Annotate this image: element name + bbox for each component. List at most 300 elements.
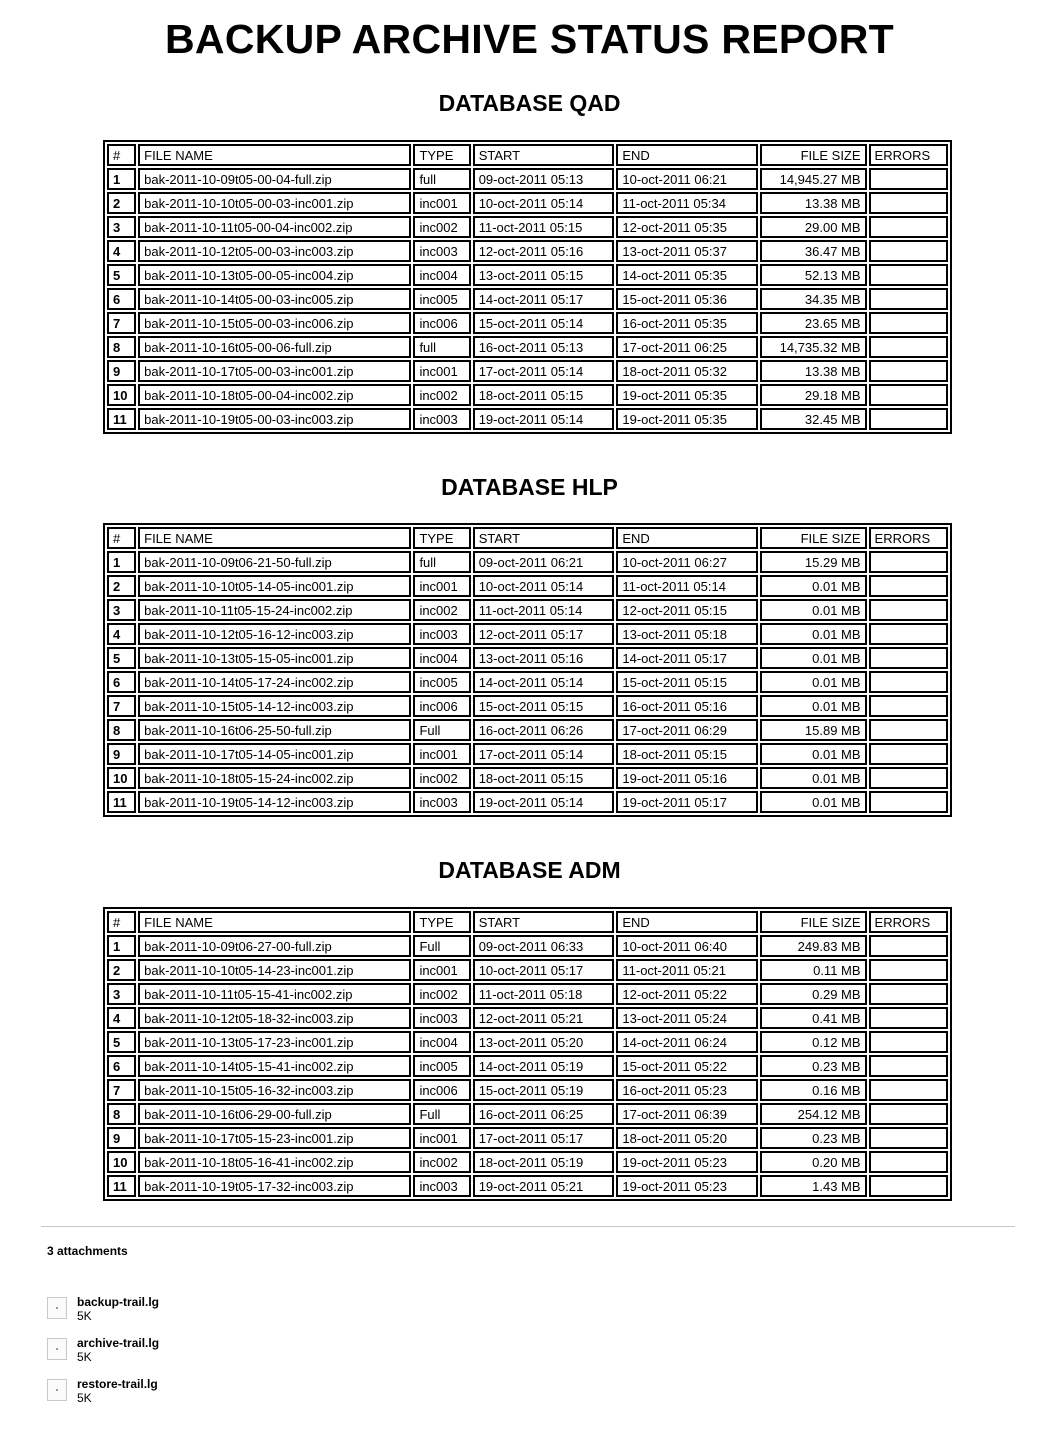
cell-end: 19-oct-2011 05:17: [616, 791, 758, 813]
table-row: [107, 695, 948, 717]
col-header-file-name: FILE NAME: [138, 527, 411, 549]
cell-index: 11: [107, 791, 136, 813]
table-row: [107, 599, 948, 621]
col-header-errors: ERRORS: [869, 144, 948, 166]
cell-start: 19-oct-2011 05:14: [473, 408, 615, 430]
table-row: [107, 216, 948, 238]
cell-file-size: 0.01 MB: [760, 647, 867, 669]
table-row: [107, 1079, 948, 1101]
cell-end: 17-oct-2011 06:29: [616, 719, 758, 741]
cell-errors: [869, 695, 948, 717]
cell-errors: [869, 288, 948, 310]
cell-end: 10-oct-2011 06:21: [616, 168, 758, 190]
cell-type: Full: [413, 719, 470, 741]
cell-file-name: bak-2011-10-19t05-00-03-inc003.zip: [138, 408, 411, 430]
cell-index: 7: [107, 695, 136, 717]
col-header-errors: ERRORS: [869, 911, 948, 933]
cell-file-name: bak-2011-10-19t05-14-12-inc003.zip: [138, 791, 411, 813]
cell-index: 3: [107, 216, 136, 238]
cell-end: 11-oct-2011 05:34: [616, 192, 758, 214]
cell-file-name: bak-2011-10-14t05-00-03-inc005.zip: [138, 288, 411, 310]
cell-type: inc006: [413, 312, 470, 334]
hlp-backup-table: [103, 523, 952, 817]
table-row: [107, 959, 948, 981]
cell-file-name: bak-2011-10-18t05-16-41-inc002.zip: [138, 1151, 411, 1173]
cell-type: inc005: [413, 671, 470, 693]
cell-file-name: bak-2011-10-19t05-17-32-inc003.zip: [138, 1175, 411, 1197]
cell-end: 19-oct-2011 05:23: [616, 1151, 758, 1173]
cell-file-name: bak-2011-10-15t05-00-03-inc006.zip: [138, 312, 411, 334]
cell-file-name: bak-2011-10-11t05-00-04-inc002.zip: [138, 216, 411, 238]
table-row: [107, 743, 948, 765]
cell-type: inc002: [413, 599, 470, 621]
cell-file-name: bak-2011-10-17t05-00-03-inc001.zip: [138, 360, 411, 382]
table-row: [107, 1175, 948, 1197]
cell-file-size: 0.01 MB: [760, 575, 867, 597]
cell-type: inc004: [413, 647, 470, 669]
table-row: [107, 671, 948, 693]
cell-errors: [869, 408, 948, 430]
attachment-name[interactable]: restore-trail.lg: [77, 1377, 158, 1391]
cell-type: inc002: [413, 216, 470, 238]
cell-errors: [869, 743, 948, 765]
file-icon: [47, 1379, 67, 1401]
col-header-index: #: [107, 144, 136, 166]
col-header-start: START: [473, 911, 615, 933]
cell-end: 11-oct-2011 05:21: [616, 959, 758, 981]
cell-index: 6: [107, 671, 136, 693]
cell-file-name: bak-2011-10-13t05-17-23-inc001.zip: [138, 1031, 411, 1053]
cell-file-size: 14,735.32 MB: [760, 336, 867, 358]
attachment-name[interactable]: backup-trail.lg: [77, 1295, 160, 1309]
cell-file-name: bak-2011-10-15t05-16-32-inc003.zip: [138, 1079, 411, 1101]
col-header-file-name: FILE NAME: [138, 911, 411, 933]
cell-file-size: 29.18 MB: [760, 384, 867, 406]
col-header-end: END: [616, 911, 758, 933]
cell-end: 18-oct-2011 05:15: [616, 743, 758, 765]
table-header-row: [107, 911, 948, 933]
report-title: BACKUP ARCHIVE STATUS REPORT: [165, 16, 894, 62]
cell-index: 7: [107, 312, 136, 334]
cell-end: 12-oct-2011 05:35: [616, 216, 758, 238]
col-header-file-size: FILE SIZE: [760, 144, 867, 166]
cell-file-name: bak-2011-10-18t05-15-24-inc002.zip: [138, 767, 411, 789]
cell-index: 8: [107, 1103, 136, 1125]
col-header-file-name: FILE NAME: [138, 144, 411, 166]
cell-file-size: 0.16 MB: [760, 1079, 867, 1101]
attachments-divider: [41, 1226, 1015, 1227]
table-row: [107, 623, 948, 645]
table-row: [107, 384, 948, 406]
cell-file-size: 29.00 MB: [760, 216, 867, 238]
cell-file-size: 15.89 MB: [760, 719, 867, 741]
cell-index: 5: [107, 264, 136, 286]
cell-file-size: 254.12 MB: [760, 1103, 867, 1125]
cell-index: 7: [107, 1079, 136, 1101]
cell-type: inc001: [413, 192, 470, 214]
cell-start: 19-oct-2011 05:14: [473, 791, 615, 813]
section-title-hlp: DATABASE HLP: [441, 474, 618, 500]
cell-end: 16-oct-2011 05:23: [616, 1079, 758, 1101]
cell-errors: [869, 719, 948, 741]
cell-start: 15-oct-2011 05:14: [473, 312, 615, 334]
cell-start: 18-oct-2011 05:15: [473, 384, 615, 406]
cell-index: 3: [107, 599, 136, 621]
cell-start: 13-oct-2011 05:20: [473, 1031, 615, 1053]
cell-start: 10-oct-2011 05:17: [473, 959, 615, 981]
col-header-start: START: [473, 144, 615, 166]
cell-index: 3: [107, 983, 136, 1005]
cell-errors: [869, 791, 948, 813]
table-row: [107, 719, 948, 741]
cell-index: 9: [107, 360, 136, 382]
cell-end: 12-oct-2011 05:15: [616, 599, 758, 621]
cell-file-name: bak-2011-10-15t05-14-12-inc003.zip: [138, 695, 411, 717]
cell-index: 6: [107, 1055, 136, 1077]
table-row: [107, 288, 948, 310]
cell-file-size: 249.83 MB: [760, 935, 867, 957]
cell-type: inc001: [413, 1127, 470, 1149]
cell-start: 12-oct-2011 05:21: [473, 1007, 615, 1029]
cell-index: 11: [107, 1175, 136, 1197]
cell-index: 4: [107, 240, 136, 262]
cell-errors: [869, 192, 948, 214]
col-header-index: #: [107, 911, 136, 933]
table-row: [107, 1103, 948, 1125]
cell-index: 2: [107, 192, 136, 214]
cell-start: 11-oct-2011 05:18: [473, 983, 615, 1005]
section-title-qad: DATABASE QAD: [438, 90, 621, 116]
table-row: [107, 312, 948, 334]
cell-type: inc003: [413, 623, 470, 645]
cell-start: 13-oct-2011 05:16: [473, 647, 615, 669]
cell-file-name: bak-2011-10-12t05-00-03-inc003.zip: [138, 240, 411, 262]
cell-start: 16-oct-2011 05:13: [473, 336, 615, 358]
cell-type: inc004: [413, 1031, 470, 1053]
col-header-end: END: [616, 527, 758, 549]
cell-errors: [869, 959, 948, 981]
cell-errors: [869, 168, 948, 190]
cell-errors: [869, 623, 948, 645]
cell-file-name: bak-2011-10-16t06-29-00-full.zip: [138, 1103, 411, 1125]
cell-file-size: 0.41 MB: [760, 1007, 867, 1029]
cell-errors: [869, 312, 948, 334]
table-row: [107, 264, 948, 286]
cell-start: 14-oct-2011 05:19: [473, 1055, 615, 1077]
cell-file-size: 13.38 MB: [760, 360, 867, 382]
table-row: [107, 168, 948, 190]
cell-index: 11: [107, 408, 136, 430]
cell-errors: [869, 264, 948, 286]
cell-file-size: 23.65 MB: [760, 312, 867, 334]
cell-end: 13-oct-2011 05:37: [616, 240, 758, 262]
cell-errors: [869, 647, 948, 669]
cell-errors: [869, 216, 948, 238]
cell-type: inc002: [413, 1151, 470, 1173]
table-row: [107, 336, 948, 358]
cell-end: 15-oct-2011 05:36: [616, 288, 758, 310]
table-row: [107, 647, 948, 669]
cell-start: 17-oct-2011 05:17: [473, 1127, 615, 1149]
cell-index: 9: [107, 1127, 136, 1149]
cell-start: 16-oct-2011 06:26: [473, 719, 615, 741]
table-header-row: [107, 527, 948, 549]
cell-errors: [869, 336, 948, 358]
qad-backup-table: [103, 140, 952, 434]
cell-file-name: bak-2011-10-18t05-00-04-inc002.zip: [138, 384, 411, 406]
cell-end: 16-oct-2011 05:35: [616, 312, 758, 334]
cell-type: inc006: [413, 1079, 470, 1101]
cell-start: 12-oct-2011 05:17: [473, 623, 615, 645]
cell-file-size: 0.01 MB: [760, 767, 867, 789]
table-row: [107, 983, 948, 1005]
cell-type: inc001: [413, 959, 470, 981]
cell-type: inc005: [413, 288, 470, 310]
table-row: [107, 1151, 948, 1173]
cell-start: 11-oct-2011 05:15: [473, 216, 615, 238]
table-row: [107, 575, 948, 597]
cell-end: 10-oct-2011 06:27: [616, 551, 758, 573]
table-row: [107, 767, 948, 789]
cell-end: 19-oct-2011 05:23: [616, 1175, 758, 1197]
col-header-type: TYPE: [413, 144, 470, 166]
cell-file-size: 0.01 MB: [760, 695, 867, 717]
cell-file-size: 0.23 MB: [760, 1055, 867, 1077]
cell-file-name: bak-2011-10-14t05-15-41-inc002.zip: [138, 1055, 411, 1077]
cell-type: Full: [413, 1103, 470, 1125]
cell-errors: [869, 599, 948, 621]
adm-backup-table: [103, 907, 952, 1201]
cell-file-size: 34.35 MB: [760, 288, 867, 310]
cell-file-size: 52.13 MB: [760, 264, 867, 286]
col-header-start: START: [473, 527, 615, 549]
cell-index: 4: [107, 1007, 136, 1029]
cell-start: 19-oct-2011 05:21: [473, 1175, 615, 1197]
cell-file-name: bak-2011-10-13t05-00-05-inc004.zip: [138, 264, 411, 286]
cell-end: 11-oct-2011 05:14: [616, 575, 758, 597]
col-header-errors: ERRORS: [869, 527, 948, 549]
cell-index: 5: [107, 1031, 136, 1053]
cell-type: inc002: [413, 767, 470, 789]
cell-index: 1: [107, 551, 136, 573]
cell-file-name: bak-2011-10-11t05-15-41-inc002.zip: [138, 983, 411, 1005]
cell-errors: [869, 983, 948, 1005]
cell-end: 19-oct-2011 05:35: [616, 384, 758, 406]
cell-type: inc003: [413, 1007, 470, 1029]
col-header-index: #: [107, 527, 136, 549]
cell-index: 1: [107, 168, 136, 190]
cell-file-name: bak-2011-10-10t05-14-23-inc001.zip: [138, 959, 411, 981]
col-header-type: TYPE: [413, 911, 470, 933]
col-header-end: END: [616, 144, 758, 166]
cell-errors: [869, 240, 948, 262]
cell-file-name: bak-2011-10-14t05-17-24-inc002.zip: [138, 671, 411, 693]
cell-type: inc006: [413, 695, 470, 717]
cell-file-size: 0.20 MB: [760, 1151, 867, 1173]
cell-index: 10: [107, 384, 136, 406]
cell-start: 09-oct-2011 06:33: [473, 935, 615, 957]
cell-end: 13-oct-2011 05:24: [616, 1007, 758, 1029]
table-row: [107, 935, 948, 957]
cell-end: 12-oct-2011 05:22: [616, 983, 758, 1005]
cell-file-name: bak-2011-10-11t05-15-24-inc002.zip: [138, 599, 411, 621]
cell-file-size: 0.01 MB: [760, 743, 867, 765]
cell-errors: [869, 1127, 948, 1149]
cell-errors: [869, 1151, 948, 1173]
cell-file-name: bak-2011-10-09t06-21-50-full.zip: [138, 551, 411, 573]
attachment-size: 5K: [77, 1309, 92, 1323]
cell-file-size: 13.38 MB: [760, 192, 867, 214]
cell-index: 8: [107, 336, 136, 358]
cell-file-name: bak-2011-10-17t05-15-23-inc001.zip: [138, 1127, 411, 1149]
cell-file-size: 0.01 MB: [760, 623, 867, 645]
cell-file-size: 36.47 MB: [760, 240, 867, 262]
cell-type: inc003: [413, 791, 470, 813]
table-row: [107, 1031, 948, 1053]
cell-file-name: bak-2011-10-12t05-16-12-inc003.zip: [138, 623, 411, 645]
cell-start: 11-oct-2011 05:14: [473, 599, 615, 621]
cell-file-size: 0.01 MB: [760, 671, 867, 693]
cell-end: 15-oct-2011 05:15: [616, 671, 758, 693]
cell-file-size: 0.23 MB: [760, 1127, 867, 1149]
cell-file-name: bak-2011-10-09t06-27-00-full.zip: [138, 935, 411, 957]
cell-start: 10-oct-2011 05:14: [473, 575, 615, 597]
cell-file-size: 0.11 MB: [760, 959, 867, 981]
table-header-row: [107, 144, 948, 166]
file-icon: [47, 1297, 67, 1319]
cell-errors: [869, 671, 948, 693]
cell-file-size: 0.01 MB: [760, 599, 867, 621]
table-row: [107, 791, 948, 813]
cell-start: 09-oct-2011 06:21: [473, 551, 615, 573]
cell-index: 1: [107, 935, 136, 957]
attachment-name[interactable]: archive-trail.lg: [77, 1336, 160, 1350]
table-row: [107, 360, 948, 382]
table-row: [107, 551, 948, 573]
cell-end: 18-oct-2011 05:32: [616, 360, 758, 382]
cell-index: 4: [107, 623, 136, 645]
cell-start: 17-oct-2011 05:14: [473, 360, 615, 382]
cell-type: inc002: [413, 384, 470, 406]
cell-type: inc001: [413, 743, 470, 765]
cell-file-size: 0.12 MB: [760, 1031, 867, 1053]
cell-file-name: bak-2011-10-12t05-18-32-inc003.zip: [138, 1007, 411, 1029]
cell-errors: [869, 1175, 948, 1197]
cell-type: inc003: [413, 408, 470, 430]
cell-file-name: bak-2011-10-10t05-00-03-inc001.zip: [138, 192, 411, 214]
cell-start: 18-oct-2011 05:15: [473, 767, 615, 789]
table-row: [107, 240, 948, 262]
cell-start: 16-oct-2011 06:25: [473, 1103, 615, 1125]
table-row: [107, 1007, 948, 1029]
cell-file-name: bak-2011-10-16t05-00-06-full.zip: [138, 336, 411, 358]
file-icon: [47, 1338, 67, 1360]
cell-type: inc003: [413, 1175, 470, 1197]
cell-end: 19-oct-2011 05:35: [616, 408, 758, 430]
cell-index: 10: [107, 767, 136, 789]
cell-type: inc001: [413, 575, 470, 597]
cell-file-size: 0.01 MB: [760, 791, 867, 813]
col-header-file-size: FILE SIZE: [760, 911, 867, 933]
cell-errors: [869, 935, 948, 957]
cell-type: inc004: [413, 264, 470, 286]
cell-index: 2: [107, 959, 136, 981]
cell-errors: [869, 1055, 948, 1077]
table-row: [107, 408, 948, 430]
cell-errors: [869, 767, 948, 789]
attachment-size: 5K: [77, 1391, 92, 1405]
cell-start: 13-oct-2011 05:15: [473, 264, 615, 286]
cell-file-size: 15.29 MB: [760, 551, 867, 573]
cell-start: 12-oct-2011 05:16: [473, 240, 615, 262]
col-header-file-size: FILE SIZE: [760, 527, 867, 549]
cell-end: 19-oct-2011 05:16: [616, 767, 758, 789]
cell-errors: [869, 551, 948, 573]
table-row: [107, 192, 948, 214]
cell-file-size: 32.45 MB: [760, 408, 867, 430]
cell-end: 18-oct-2011 05:20: [616, 1127, 758, 1149]
cell-index: 2: [107, 575, 136, 597]
cell-end: 10-oct-2011 06:40: [616, 935, 758, 957]
cell-index: 5: [107, 647, 136, 669]
cell-errors: [869, 1079, 948, 1101]
table-row: [107, 1055, 948, 1077]
cell-end: 13-oct-2011 05:18: [616, 623, 758, 645]
cell-index: 8: [107, 719, 136, 741]
cell-end: 14-oct-2011 05:35: [616, 264, 758, 286]
cell-type: inc002: [413, 983, 470, 1005]
cell-index: 10: [107, 1151, 136, 1173]
cell-start: 10-oct-2011 05:14: [473, 192, 615, 214]
cell-end: 15-oct-2011 05:22: [616, 1055, 758, 1077]
section-title-adm: DATABASE ADM: [438, 857, 621, 883]
cell-start: 18-oct-2011 05:19: [473, 1151, 615, 1173]
cell-file-size: 14,945.27 MB: [760, 168, 867, 190]
cell-file-size: 1.43 MB: [760, 1175, 867, 1197]
cell-file-name: bak-2011-10-13t05-15-05-inc001.zip: [138, 647, 411, 669]
cell-start: 17-oct-2011 05:14: [473, 743, 615, 765]
cell-type: full: [413, 336, 470, 358]
cell-type: inc001: [413, 360, 470, 382]
cell-file-size: 0.29 MB: [760, 983, 867, 1005]
cell-type: full: [413, 168, 470, 190]
cell-start: 15-oct-2011 05:15: [473, 695, 615, 717]
cell-index: 9: [107, 743, 136, 765]
cell-errors: [869, 575, 948, 597]
cell-end: 17-oct-2011 06:39: [616, 1103, 758, 1125]
cell-type: inc005: [413, 1055, 470, 1077]
cell-type: Full: [413, 935, 470, 957]
cell-errors: [869, 1031, 948, 1053]
cell-type: full: [413, 551, 470, 573]
cell-index: 6: [107, 288, 136, 310]
cell-file-name: bak-2011-10-10t05-14-05-inc001.zip: [138, 575, 411, 597]
cell-file-name: bak-2011-10-16t06-25-50-full.zip: [138, 719, 411, 741]
cell-file-name: bak-2011-10-17t05-14-05-inc001.zip: [138, 743, 411, 765]
cell-errors: [869, 360, 948, 382]
cell-start: 15-oct-2011 05:19: [473, 1079, 615, 1101]
cell-errors: [869, 384, 948, 406]
cell-end: 17-oct-2011 06:25: [616, 336, 758, 358]
cell-errors: [869, 1007, 948, 1029]
col-header-type: TYPE: [413, 527, 470, 549]
cell-end: 14-oct-2011 06:24: [616, 1031, 758, 1053]
cell-start: 14-oct-2011 05:17: [473, 288, 615, 310]
table-row: [107, 1127, 948, 1149]
cell-end: 16-oct-2011 05:16: [616, 695, 758, 717]
cell-start: 14-oct-2011 05:14: [473, 671, 615, 693]
cell-start: 09-oct-2011 05:13: [473, 168, 615, 190]
